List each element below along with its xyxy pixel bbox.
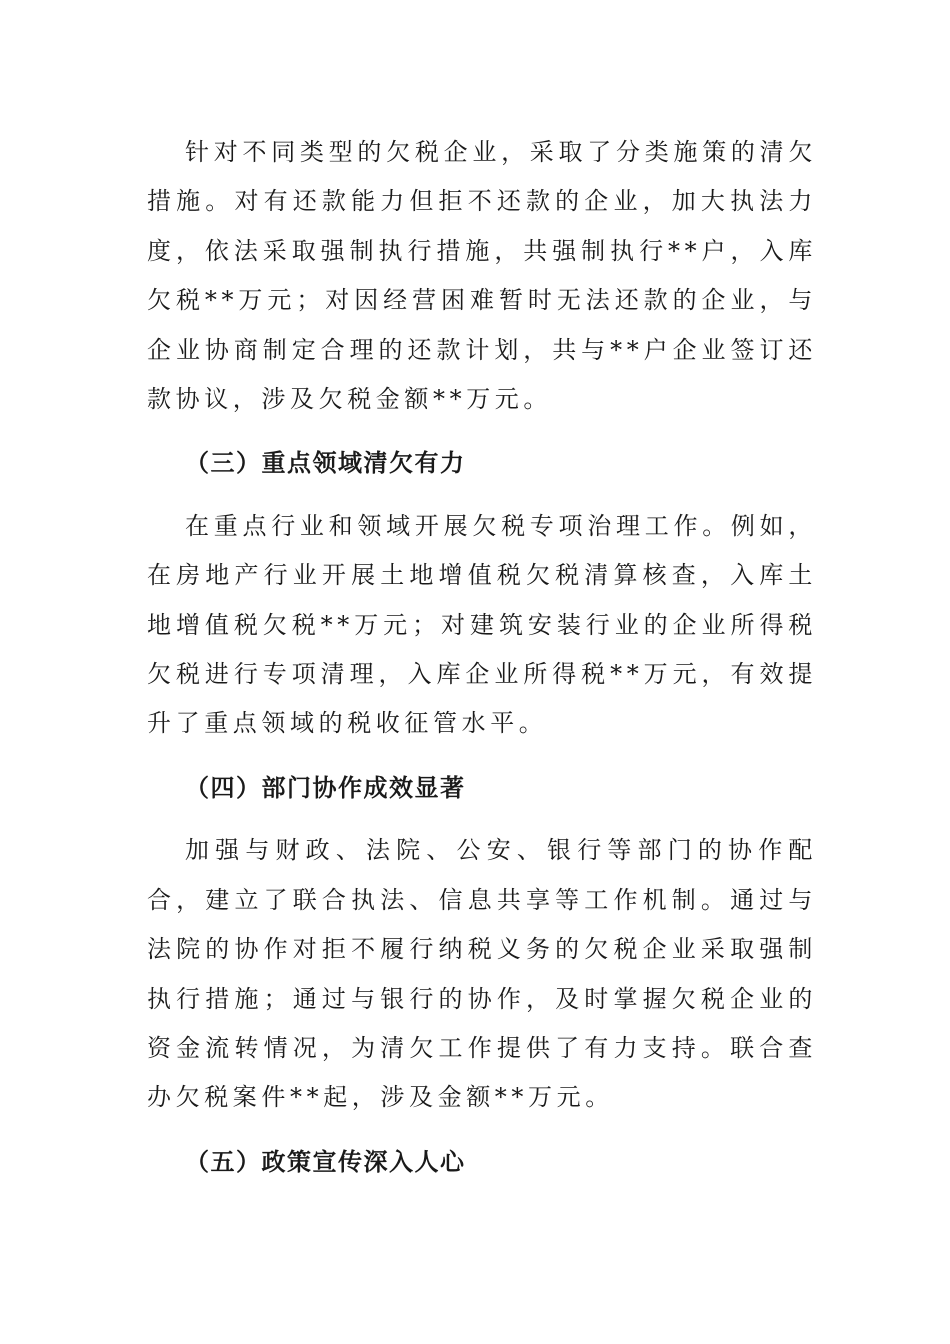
document-body (147, 128, 817, 1200)
paragraph-key-sectors: 在重点行业和领域开展欠税专项治理工作。例如，在房地产行业开展土地增值税欠税清算核查，入库土地增值税欠税**万元；对建筑安装行业的企业所得税欠税进行专项清理，入库企业所得税**万元，有效提升了重点领域的税收征管水平。 (147, 511, 817, 738)
section-heading-4: （四）部门协作成效显著 (185, 772, 466, 802)
section-heading-3: （三）重点领域清欠有力 (185, 448, 466, 478)
paragraph-enforcement-measures: 针对不同类型的欠税企业，采取了分类施策的清欠措施。对有还款能力但拒不还款的企业，加大执法力度，依法采取强制执行措施，共强制执行**户，入库欠税**万元；对因经营困难暂时无法还款的企业，与企业协商制定合理的还款计划，共与**户企业签订还款协议，涉及欠税金额**万元。 (147, 138, 817, 414)
section-heading-5: （五）政策宣传深入人心 (185, 1146, 466, 1176)
paragraph-department-cooperation: 加强与财政、法院、公安、银行等部门的协作配合，建立了联合执法、信息共享等工作机制。通过与法院的协作对拒不履行纳税义务的欠税企业采取强制执行措施；通过与银行的协作，及时掌握欠税企业的资金流转情况，为清欠工作提供了有力支持。联合查办欠税案件**起，涉及金额**万元。 (147, 836, 817, 1112)
